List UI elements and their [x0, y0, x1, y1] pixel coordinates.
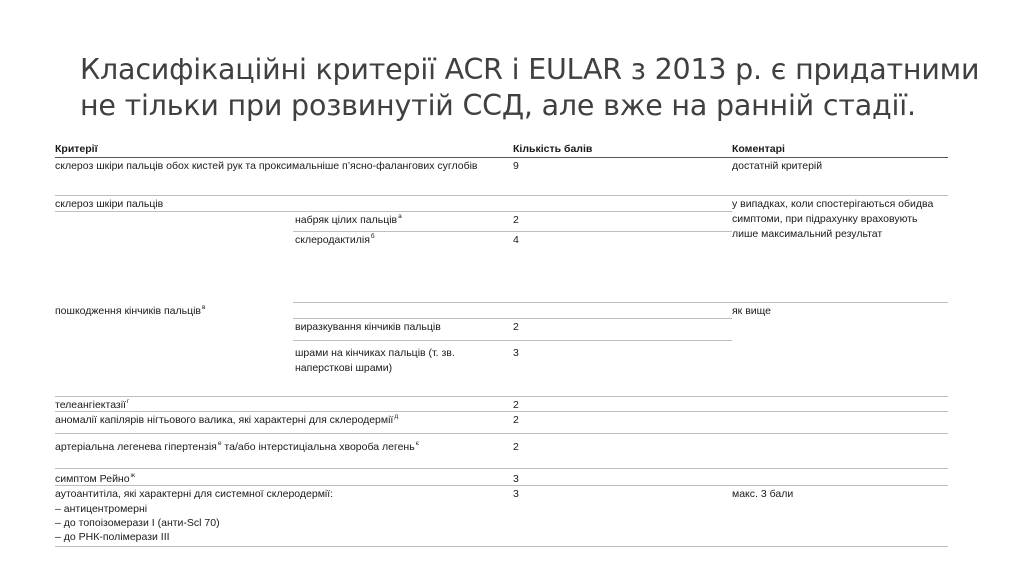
row-skin-fingers-label: склероз шкіри пальців	[55, 198, 164, 210]
sub-sclerodactyly-points: 4	[513, 234, 519, 246]
header-points: Кількість балів	[513, 143, 593, 155]
row-antibodies-label-3: – до топоізомерази I (анти-Scl 70)	[55, 517, 220, 529]
row-pah-points: 2	[513, 441, 519, 453]
row-skin-fingers-comment-3: лише максимальний результат	[732, 228, 883, 240]
row-capillary-points: 2	[513, 414, 519, 426]
row-pah-label: артеріальна легенева гіпертензія$^е$ та/або інтерстиціальна хвороба легень$^є$	[55, 440, 420, 453]
footnote-mark: є	[415, 440, 420, 447]
row-divider	[55, 211, 732, 212]
row-divider	[55, 396, 948, 397]
header-criteria: Критерії	[55, 143, 98, 155]
row-skin-fingers-comment-1: у випадках, коли спостерігаються обидва	[732, 198, 934, 210]
row-fingertip-comment: як вище	[732, 305, 772, 317]
header-divider	[55, 157, 948, 158]
table-bottom-border	[55, 546, 948, 547]
row-raynaud-label: симптом Рейно$^ж$	[55, 472, 135, 485]
slide-title: Класифікаційні критерії ACR і EULAR з 2013 р. є придатними не тільки при розвинутій ССД, але вже на ранній стадії.	[80, 53, 980, 122]
footnote-mark: г	[126, 398, 130, 405]
header-comments: Коментарі	[732, 143, 785, 155]
row-divider	[55, 195, 948, 196]
row-divider	[293, 318, 732, 319]
sub-ulcers-points: 2	[513, 321, 519, 333]
row-antibodies-points: 3	[513, 488, 519, 500]
row-skin-both-label: склероз шкіри пальців обох кистей рук та проксимальніше п’ясно-фаланговиx суглобів	[55, 160, 478, 172]
row-fingertip-label: пошкодження кінчиків пальців$^в$	[55, 304, 206, 317]
footnote-mark: д	[394, 413, 399, 420]
footnote-mark: а	[398, 213, 402, 220]
row-divider	[55, 468, 948, 469]
sub-sclerodactyly-label: склеродактилія$^б$	[295, 233, 375, 246]
sub-scars-label-1: шрами на кінчиках пальців (т. зв.	[295, 347, 455, 359]
footnote-mark: ж	[130, 472, 135, 479]
row-antibodies-label-4: – до РНК-полімерази III	[55, 531, 170, 543]
sub-scars-label-2: наперсткові шрами)	[295, 362, 393, 374]
row-divider	[293, 231, 732, 232]
row-skin-both-comment: достатній критерій	[732, 160, 823, 172]
row-capillary-label: аномалії капілярів нігтьового валика, які характерні для склеродермії$^д$	[55, 413, 399, 426]
row-divider	[55, 411, 948, 412]
row-divider	[293, 302, 948, 303]
sub-swelling-points: 2	[513, 214, 519, 226]
sub-swelling-label: набряк цілих пальців$^а$	[295, 213, 402, 226]
footnote-mark: в	[202, 304, 206, 311]
row-divider	[55, 433, 948, 434]
row-telang-points: 2	[513, 399, 519, 411]
row-raynaud-points: 3	[513, 473, 519, 485]
sub-ulcers-label: виразкування кінчиків пальців	[295, 321, 441, 333]
footnote-mark: б	[370, 233, 375, 240]
footnote-mark: е	[217, 440, 222, 447]
row-divider	[293, 340, 732, 341]
row-skin-both-points: 9	[513, 160, 519, 172]
row-skin-fingers-comment-2: симптоми, при підрахунку враховують	[732, 213, 918, 225]
row-antibodies-comment: макс. 3 бали	[732, 488, 794, 500]
row-antibodies-label-2: – антицентромерні	[55, 503, 148, 515]
row-divider	[55, 485, 948, 486]
row-antibodies-label-1: аутоантитіла, які характерні для системної склеродермії:	[55, 488, 334, 500]
sub-scars-points: 3	[513, 347, 519, 359]
row-telang-label: телеангіектазії$^г$	[55, 398, 130, 411]
